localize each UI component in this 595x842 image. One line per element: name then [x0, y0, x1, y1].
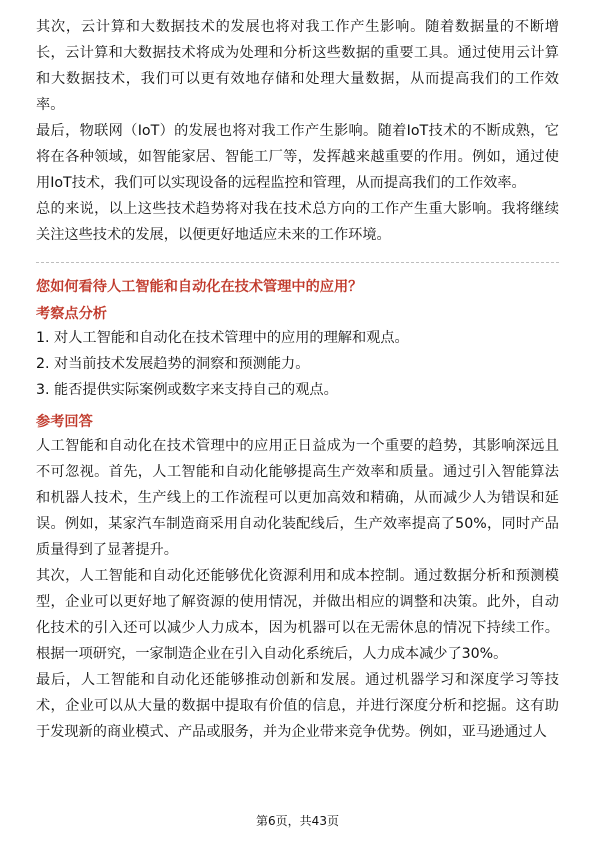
analysis-title: 考察点分析	[36, 306, 107, 322]
answer-paragraph: 其次，人工智能和自动化还能够优化资源利用和成本控制。通过数据分析和预测模型，企业可以更好地了解资源的使用情况，并做出相应的调整和决策。此外，自动化技术的引入还可以减少人力成本，因为机器可以在无需休息的情况下持续工作。根据一项研究，一家制造企业在引入自动化系统后，人力成本减少了30%。	[36, 568, 559, 662]
analysis-item: 1. 对人工智能和自动化在技术管理中的应用的理解和观点。	[36, 330, 409, 346]
answer-title: 参考回答	[36, 414, 93, 430]
body-paragraph: 最后，物联网（IoT）的发展也将对我工作产生影响。随着IoT技术的不断成熟，它将在各种领域，如智能家居、智能工厂等，发挥越来越重要的作用。例如，通过使用IoT技术，我们可以实现设备的远程监控和管理，从而提高我们的工作效率。	[36, 123, 559, 191]
body-paragraph: 总的来说，以上这些技术趋势将对我在技术总方向的工作产生重大影响。我将继续关注这些技术的发展，以便更好地适应未来的工作环境。	[36, 201, 559, 243]
document-page	[36, 14, 559, 745]
analysis-item: 3. 能否提供实际案例或数字来支持自己的观点。	[36, 382, 338, 398]
page-number: 第6页，共43页	[256, 814, 339, 828]
question-heading: 您如何看待人工智能和自动化在技术管理中的应用？	[36, 279, 363, 295]
section-divider	[36, 262, 559, 263]
answer-paragraph: 最后，人工智能和自动化还能够推动创新和发展。通过机器学习和深度学习等技术，企业可以从大量的数据中提取有价值的信息，并进行深度分析和挖掘。这有助于发现新的商业模式、产品或服务，并为企业带来竞争优势。例如，亚马逊通过人	[36, 672, 559, 740]
spacer	[36, 403, 559, 411]
analysis-item: 2. 对当前技术发展趋势的洞察和预测能力。	[36, 356, 310, 372]
body-paragraph: 其次，云计算和大数据技术的发展也将对我工作产生影响。随着数据量的不断增长，云计算和大数据技术将成为处理和分析这些数据的重要工具。通过使用云计算和大数据技术，我们可以更有效地存储和处理大量数据，从而提高我们的工作效率。	[36, 19, 559, 113]
answer-paragraph: 人工智能和自动化在技术管理中的应用正日益成为一个重要的趋势，其影响深远且不可忽视。首先，人工智能和自动化能够提高生产效率和质量。通过引入智能算法和机器人技术，生产线上的工作流程可以更加高效和精确，从而减少人为错误和延误。例如，某家汽车制造商采用自动化装配线后，生产效率提高了50%，同时产品质量得到了显著提升。	[36, 438, 559, 558]
